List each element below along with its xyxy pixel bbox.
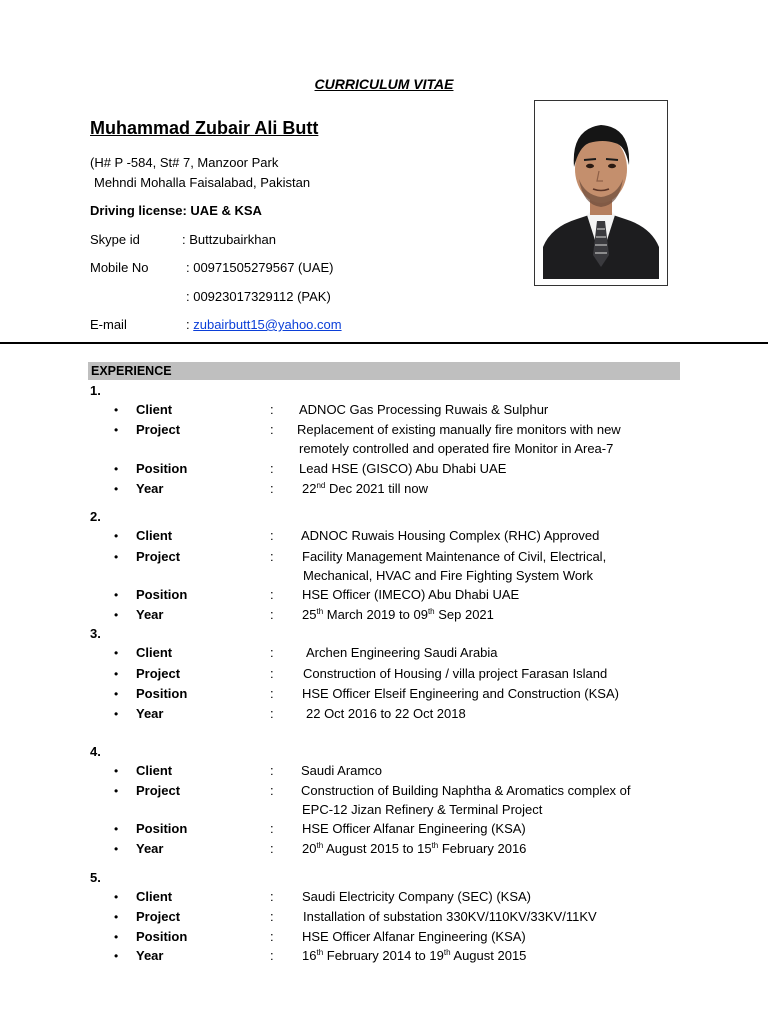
year-label: Year [136,948,164,963]
mobile-label: Mobile No [90,260,149,275]
address-line-2: Mehndi Mohalla Faisalabad, Pakistan [94,175,311,190]
project-label: Project [136,909,181,924]
colon: : [270,706,274,721]
client-label: Client [136,402,173,417]
project-label: Project [136,549,181,564]
bullet: • [114,423,119,437]
bullet: • [114,403,119,417]
colon: : [270,549,274,564]
project-value-line-2: Mechanical, HVAC and Fire Fighting System Work [303,568,593,583]
bullet: • [114,784,119,798]
position-value: HSE Officer (IMECO) Abu Dhabi UAE [302,587,520,602]
experience-number: 3. [90,626,101,641]
project-label: Project [136,666,181,681]
colon: : [270,686,274,701]
email-prefix: : [186,317,194,332]
colon: : [270,528,274,543]
colon: : [270,607,274,622]
bullet: • [114,646,119,660]
email-label: E-mail [90,317,127,332]
year-value: 16th February 2014 to 19th August 2015 [302,948,527,963]
client-value: Saudi Electricity Company (SEC) (KSA) [302,889,532,904]
position-label: Position [136,587,188,602]
project-value-line-1: Installation of substation 330KV/110KV/33KV/11KV [303,909,597,924]
project-value-line-2: EPC-12 Jizan Refinery & Terminal Project [302,802,543,817]
bullet: • [114,764,119,778]
bullet: • [114,529,119,543]
position-value: Lead HSE (GISCO) Abu Dhabi UAE [299,461,507,476]
position-label: Position [136,686,188,701]
driving-license: Driving license: UAE & KSA [90,203,262,218]
colon: : [270,929,274,944]
profile-photo [534,100,668,286]
bullet: • [114,667,119,681]
bullet: • [114,687,119,701]
experience-number: 2. [90,509,101,524]
client-label: Client [136,645,173,660]
colon: : [270,666,274,681]
colon: : [270,645,274,660]
position-value: HSE Officer Alfanar Engineering (KSA) [302,821,526,836]
colon: : [270,461,274,476]
project-value-line-1: Replacement of existing manually fire monitors with new [297,422,621,437]
colon: : [270,841,274,856]
position-value: HSE Officer Elseif Engineering and Construction (KSA) [302,686,619,701]
client-value: ADNOC Gas Processing Ruwais & Sulphur [299,402,549,417]
experience-number: 5. [90,870,101,885]
year-value: 22 Oct 2016 to 22 Oct 2018 [306,706,466,721]
bullet: • [114,949,119,963]
position-value: HSE Officer Alfanar Engineering (KSA) [302,929,526,944]
mobile-value-pak: : 00923017329112 (PAK) [186,289,331,304]
skype-label: Skype id [90,232,140,247]
colon: : [270,948,274,963]
colon: : [270,783,274,798]
position-label: Position [136,821,188,836]
colon: : [270,763,274,778]
project-value-line-2: remotely controlled and operated fire Monitor in Area-7 [299,441,614,456]
bullet: • [114,588,119,602]
bullet: • [114,890,119,904]
bullet: • [114,608,119,622]
document-title: CURRICULUM VITAE [314,76,454,92]
mobile-row [90,260,333,275]
year-value: 20th August 2015 to 15th February 2016 [302,841,527,856]
bullet: • [114,462,119,476]
project-value-line-1: Construction of Housing / villa project Farasan Island [303,666,608,681]
candidate-name: Muhammad Zubair Ali Butt [90,118,319,138]
bullet: • [114,822,119,836]
year-label: Year [136,841,164,856]
bullet: • [114,482,119,496]
project-label: Project [136,783,181,798]
colon: : [270,821,274,836]
bullet: • [114,910,119,924]
header-divider [0,342,768,344]
email-row [90,317,342,332]
colon: : [270,422,274,437]
bullet: • [114,707,119,721]
client-value: ADNOC Ruwais Housing Complex (RHC) Approved [301,528,600,543]
colon: : [270,587,274,602]
bullet: • [114,842,119,856]
colon: : [270,909,274,924]
year-label: Year [136,607,164,622]
experience-heading: EXPERIENCE [88,362,680,380]
position-label: Position [136,461,188,476]
colon: : [270,481,274,496]
experience-number: 4. [90,744,101,759]
mobile-value-uae: : 00971505279567 (UAE) [186,260,334,275]
project-value-line-1: Facility Management Maintenance of Civil, Electrical, [302,549,607,564]
position-label: Position [136,929,188,944]
bullet: • [114,930,119,944]
email-link[interactable]: zubairbutt15@yahoo.com [193,317,342,332]
address-line-1: (H# P -584, St# 7, Manzoor Park [90,155,279,170]
year-label: Year [136,481,164,496]
skype-row [90,232,276,247]
project-value-line-1: Construction of Building Naphtha & Aromatics complex of [301,783,631,798]
client-label: Client [136,528,173,543]
experience-number: 1. [90,383,101,398]
client-value: Saudi Aramco [301,763,382,778]
skype-value: : Buttzubairkhan [182,232,276,247]
bullet: • [114,550,119,564]
client-value: Archen Engineering Saudi Arabia [306,645,498,660]
year-label: Year [136,706,164,721]
project-label: Project [136,422,181,437]
year-value: 25th March 2019 to 09th Sep 2021 [302,607,494,622]
client-label: Client [136,889,173,904]
profile-photo-illustration [543,109,659,279]
year-value: 22nd Dec 2021 till now [302,481,428,496]
colon: : [270,402,274,417]
client-label: Client [136,763,173,778]
colon: : [270,889,274,904]
